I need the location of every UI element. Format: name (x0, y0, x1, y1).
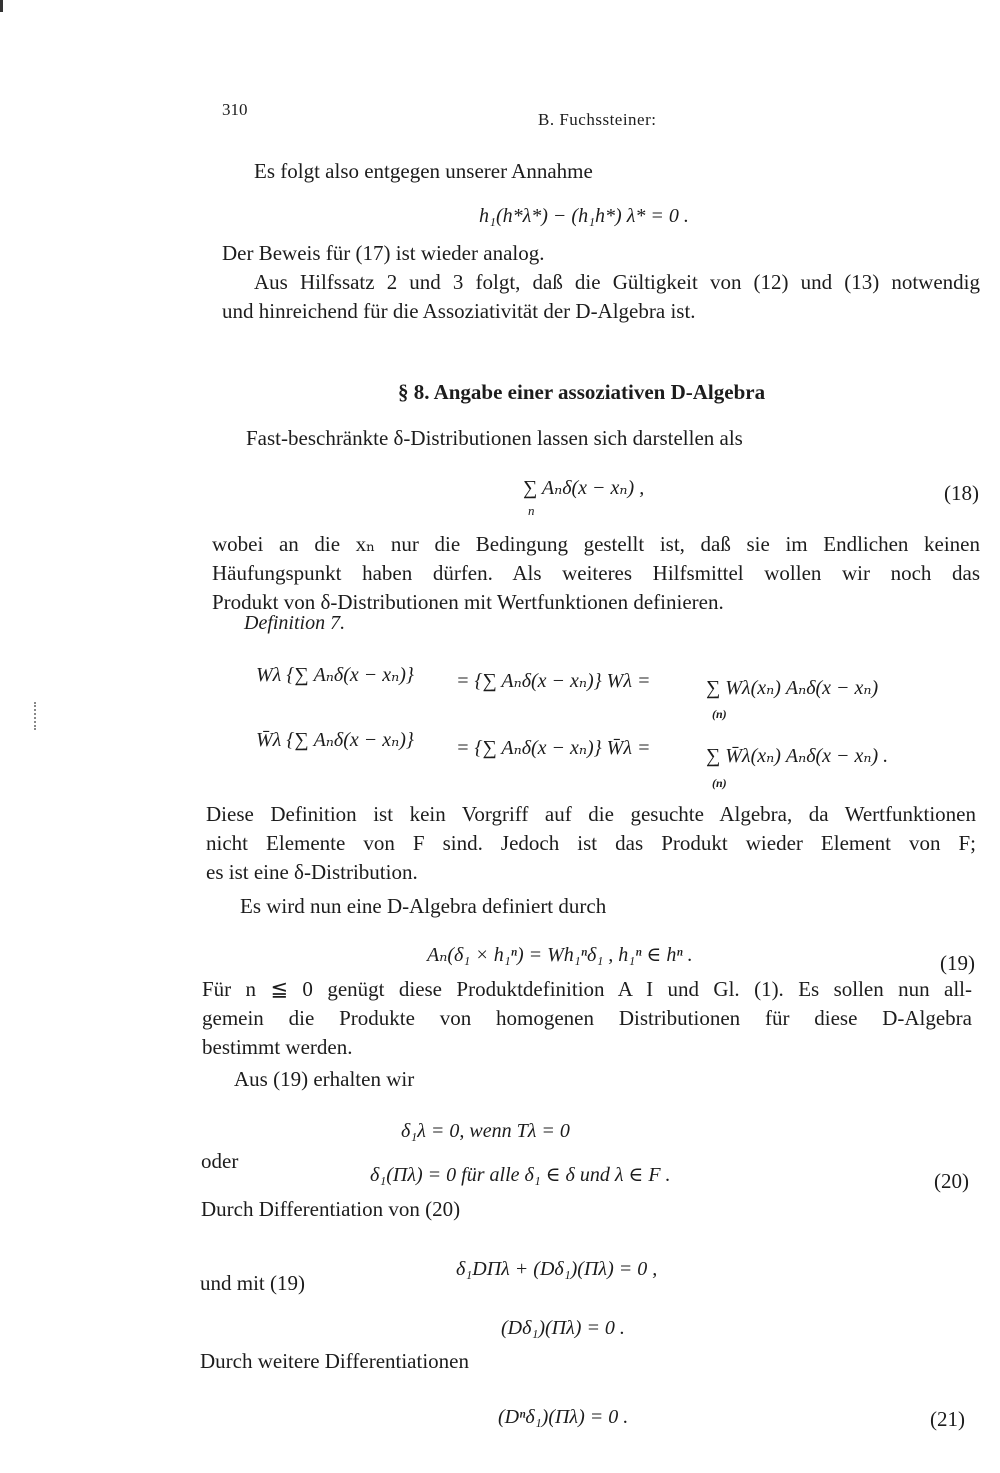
paragraph-8 (202, 975, 972, 1062)
equation-21-number: (21) (930, 1407, 965, 1431)
equation-18-number: (18) (944, 481, 979, 505)
equation-18-subscript: n (528, 503, 535, 518)
definition-eq-2-middle: = {∑ Aₙδ(x − xₙ)} W̄λ = (456, 737, 651, 759)
paragraph-5-line-2: Häufungspunkt haben dürfen. Als weiteres Hilfsmittel wollen wir noch das (212, 561, 980, 585)
equation-21: (Dⁿδ₁)(Πλ) = 0 . (498, 1406, 629, 1428)
paragraph-3-line-2: und hinreichend für die Assoziativität der D-Algebra ist. (222, 299, 696, 323)
paragraph-2: Der Beweis für (17) ist wieder analog. (222, 241, 545, 265)
equation-differentiation-1: δ₁DΠλ + (Dδ₁)(Πλ) = 0 , (456, 1258, 658, 1280)
equation-19-number: (19) (940, 951, 975, 975)
scan-margin-dots (34, 702, 38, 730)
paragraph-10: Durch Differentiation von (20) (201, 1197, 461, 1221)
paragraph-3-line-1: Aus Hilfssatz 2 und 3 folgt, daß die Gültigkeit von (12) und (13) notwendig (254, 270, 980, 294)
equation-20a: δ₁λ = 0, wenn Tλ = 0 (401, 1120, 570, 1142)
paragraph-6-line-3: es ist eine δ-Distribution. (206, 860, 418, 884)
equation-20-oder: oder (201, 1149, 239, 1173)
paragraph-7: Es wird nun eine D-Algebra definiert durch (240, 894, 607, 918)
paragraph-12: Durch weitere Differentiationen (200, 1349, 469, 1373)
paragraph-8-line-3: bestimmt werden. (202, 1035, 353, 1059)
paragraph-5-line-3: Produkt von δ-Distributionen mit Wertfunktionen definieren. (212, 590, 724, 614)
equation-18: ∑ Aₙδ(x − xₙ) , (523, 477, 645, 499)
page-number: 310 (222, 100, 248, 119)
scan-edge-mark (0, 0, 3, 12)
paragraph-8-line-2: gemein die Produkte von homogenen Distributionen für diese D-Algebra (202, 1006, 972, 1030)
paragraph-5-line-1: wobei an die xₙ nur die Bedingung gestellt ist, daß sie im Endlichen keinen (212, 532, 980, 556)
paragraph-6 (206, 800, 976, 887)
paragraph-5 (212, 530, 980, 617)
paragraph-6-line-2: nicht Elemente von F sind. Jedoch ist das Produkt wieder Element von F; (206, 831, 976, 855)
paragraph-1: Es folgt also entgegen unserer Annahme (254, 159, 593, 183)
definition-eq-1-left: Wλ {∑ Aₙδ(x − xₙ)} (256, 664, 414, 686)
equation-20b: δ₁(Πλ) = 0 für alle δ₁ ∈ δ und λ ∈ F . (370, 1164, 671, 1186)
definition-label: Definition 7. (244, 612, 346, 634)
definition-eq-1-subscript: (n) (712, 707, 727, 721)
definition-eq-1-middle: = {∑ Aₙδ(x − xₙ)} Wλ = (456, 670, 651, 692)
equation-h1: h₁(h*λ*) − (h₁h*) λ* = 0 . (479, 205, 689, 227)
paragraph-6-line-1: Diese Definition ist kein Vorgriff auf die gesuchte Algebra, da Wertfunktionen (206, 802, 976, 826)
definition-eq-2-right: ∑ W̄λ(xₙ) Aₙδ(x − xₙ) . (706, 745, 889, 767)
paragraph-3 (222, 268, 980, 326)
paragraph-11: und mit (19) (200, 1271, 305, 1295)
definition-eq-2-left: W̄λ {∑ Aₙδ(x − xₙ)} (256, 729, 414, 751)
paragraph-8-line-1: Für n ≦ 0 genügt diese Produktdefinition A I und Gl. (1). Es sollen nun all- (202, 977, 972, 1001)
equation-19: Aₙ(δ₁ × h₁ⁿ) = Wh₁ⁿδ₁ , h₁ⁿ ∈ hⁿ . (427, 944, 693, 966)
running-head: B. Fuchssteiner: (538, 110, 657, 129)
paragraph-9: Aus (19) erhalten wir (234, 1067, 415, 1091)
equation-20-number: (20) (934, 1169, 969, 1193)
equation-differentiation-2: (Dδ₁)(Πλ) = 0 . (501, 1317, 625, 1339)
definition-eq-1-right: ∑ Wλ(xₙ) Aₙδ(x − xₙ) (706, 677, 879, 699)
definition-eq-2-subscript: (n) (712, 776, 727, 790)
paragraph-4: Fast-beschränkte δ-Distributionen lassen sich darstellen als (246, 426, 743, 450)
section-title: § 8. Angabe einer assoziativen D-Algebra (398, 380, 766, 404)
